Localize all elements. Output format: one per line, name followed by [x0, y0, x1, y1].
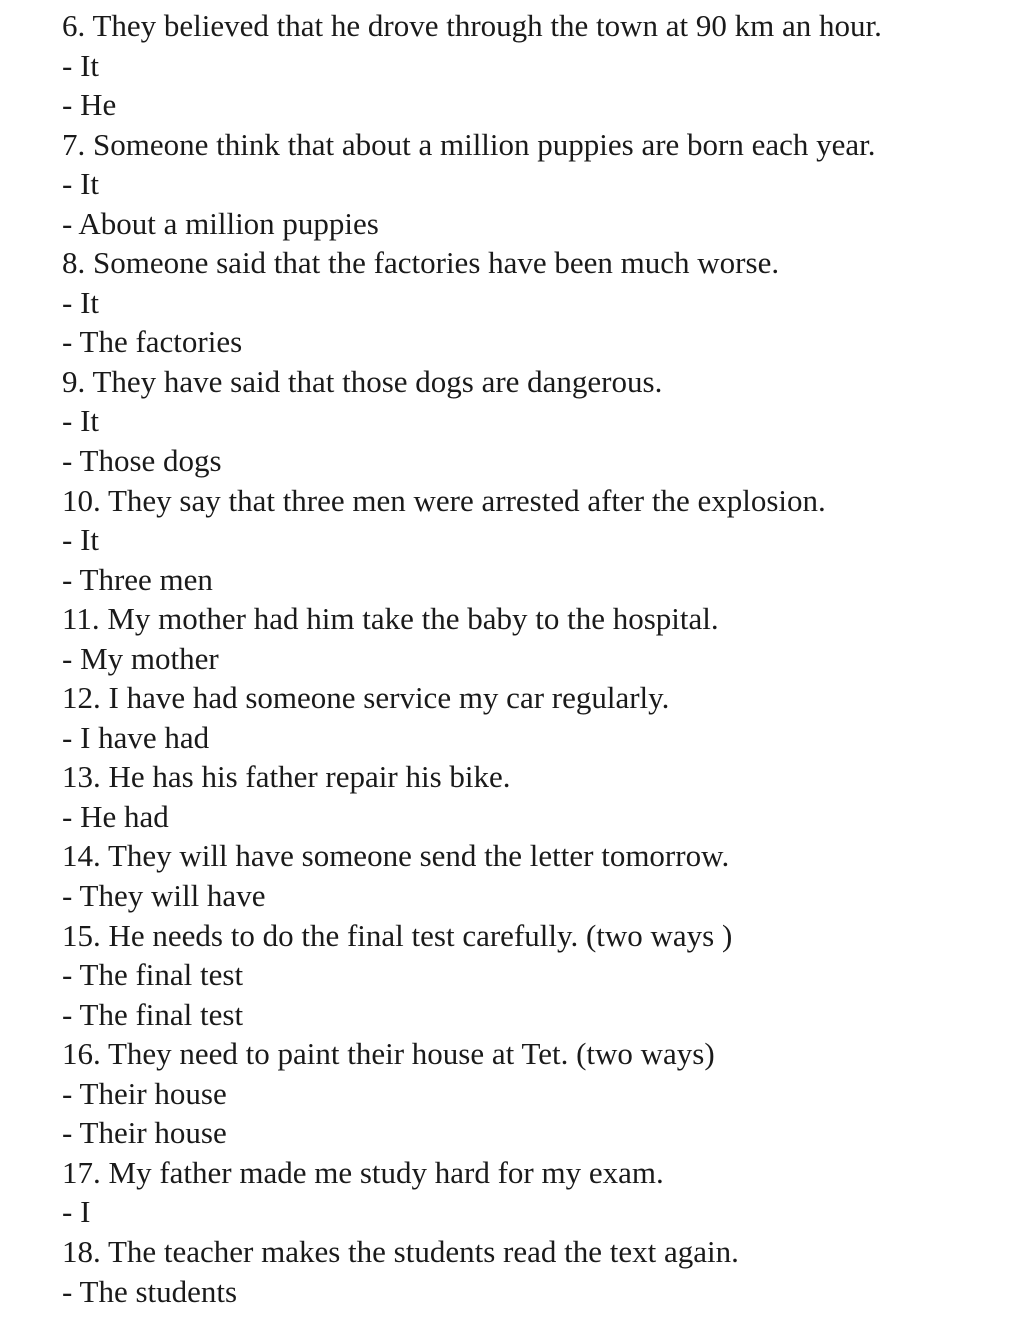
question-sentence: 6. They believed that he drove through the town at 90 km an hour.: [62, 8, 882, 43]
question-sentence: 11. My mother had him take the baby to the hospital.: [62, 601, 719, 637]
answer-prompt: - Three men: [62, 561, 213, 597]
question-sentence: 7. Someone think that about a million puppies are born each year.: [62, 126, 876, 162]
answer-prompt: - He: [62, 87, 117, 123]
question-sentence: 8. Someone said that the factories have been much worse.: [62, 245, 780, 281]
question-sentence: 12. I have had someone service my car regularly.: [62, 680, 670, 716]
answer-prompt: - Those dogs: [62, 443, 222, 479]
answer-prompt: - My mother: [62, 640, 219, 676]
question-sentence: 17. My father made me study hard for my exam.: [62, 1154, 664, 1190]
answer-prompt: - I: [62, 1194, 91, 1230]
question-sentence: 13. He has his father repair his bike.: [62, 759, 511, 795]
answer-prompt: - I have had: [62, 719, 210, 755]
answer-prompt: - It: [62, 522, 100, 558]
answer-prompt: - They will have: [62, 878, 266, 914]
answer-prompt: - The final test: [62, 957, 244, 993]
answer-prompt: - It: [62, 47, 100, 83]
question-sentence: 18. The teacher makes the students read the text again.: [62, 1233, 739, 1269]
answer-prompt: - Their house: [62, 1075, 227, 1111]
question-sentence: 10. They say that three men were arrested after the explosion.: [62, 482, 826, 518]
answer-prompt: - Their house: [62, 1115, 227, 1151]
question-sentence: 16. They need to paint their house at Tet. (two ways): [62, 1036, 715, 1072]
answer-prompt: - He had: [62, 798, 169, 834]
exercise-lines: [62, 6, 1024, 1311]
answer-prompt: - The students: [62, 1273, 238, 1309]
answer-prompt: - The final test: [62, 996, 244, 1032]
question-sentence: 15. He needs to do the final test carefully. (two ways ): [62, 917, 733, 953]
answer-prompt: - It: [62, 166, 100, 202]
question-sentence: 14. They will have someone send the letter tomorrow.: [62, 838, 730, 874]
answer-prompt: - The factories: [62, 324, 243, 360]
answer-prompt: - About a million puppies: [62, 205, 379, 241]
question-sentence: 9. They have said that those dogs are dangerous.: [62, 363, 663, 399]
answer-prompt: - It: [62, 403, 100, 439]
answer-prompt: - It: [62, 284, 100, 320]
